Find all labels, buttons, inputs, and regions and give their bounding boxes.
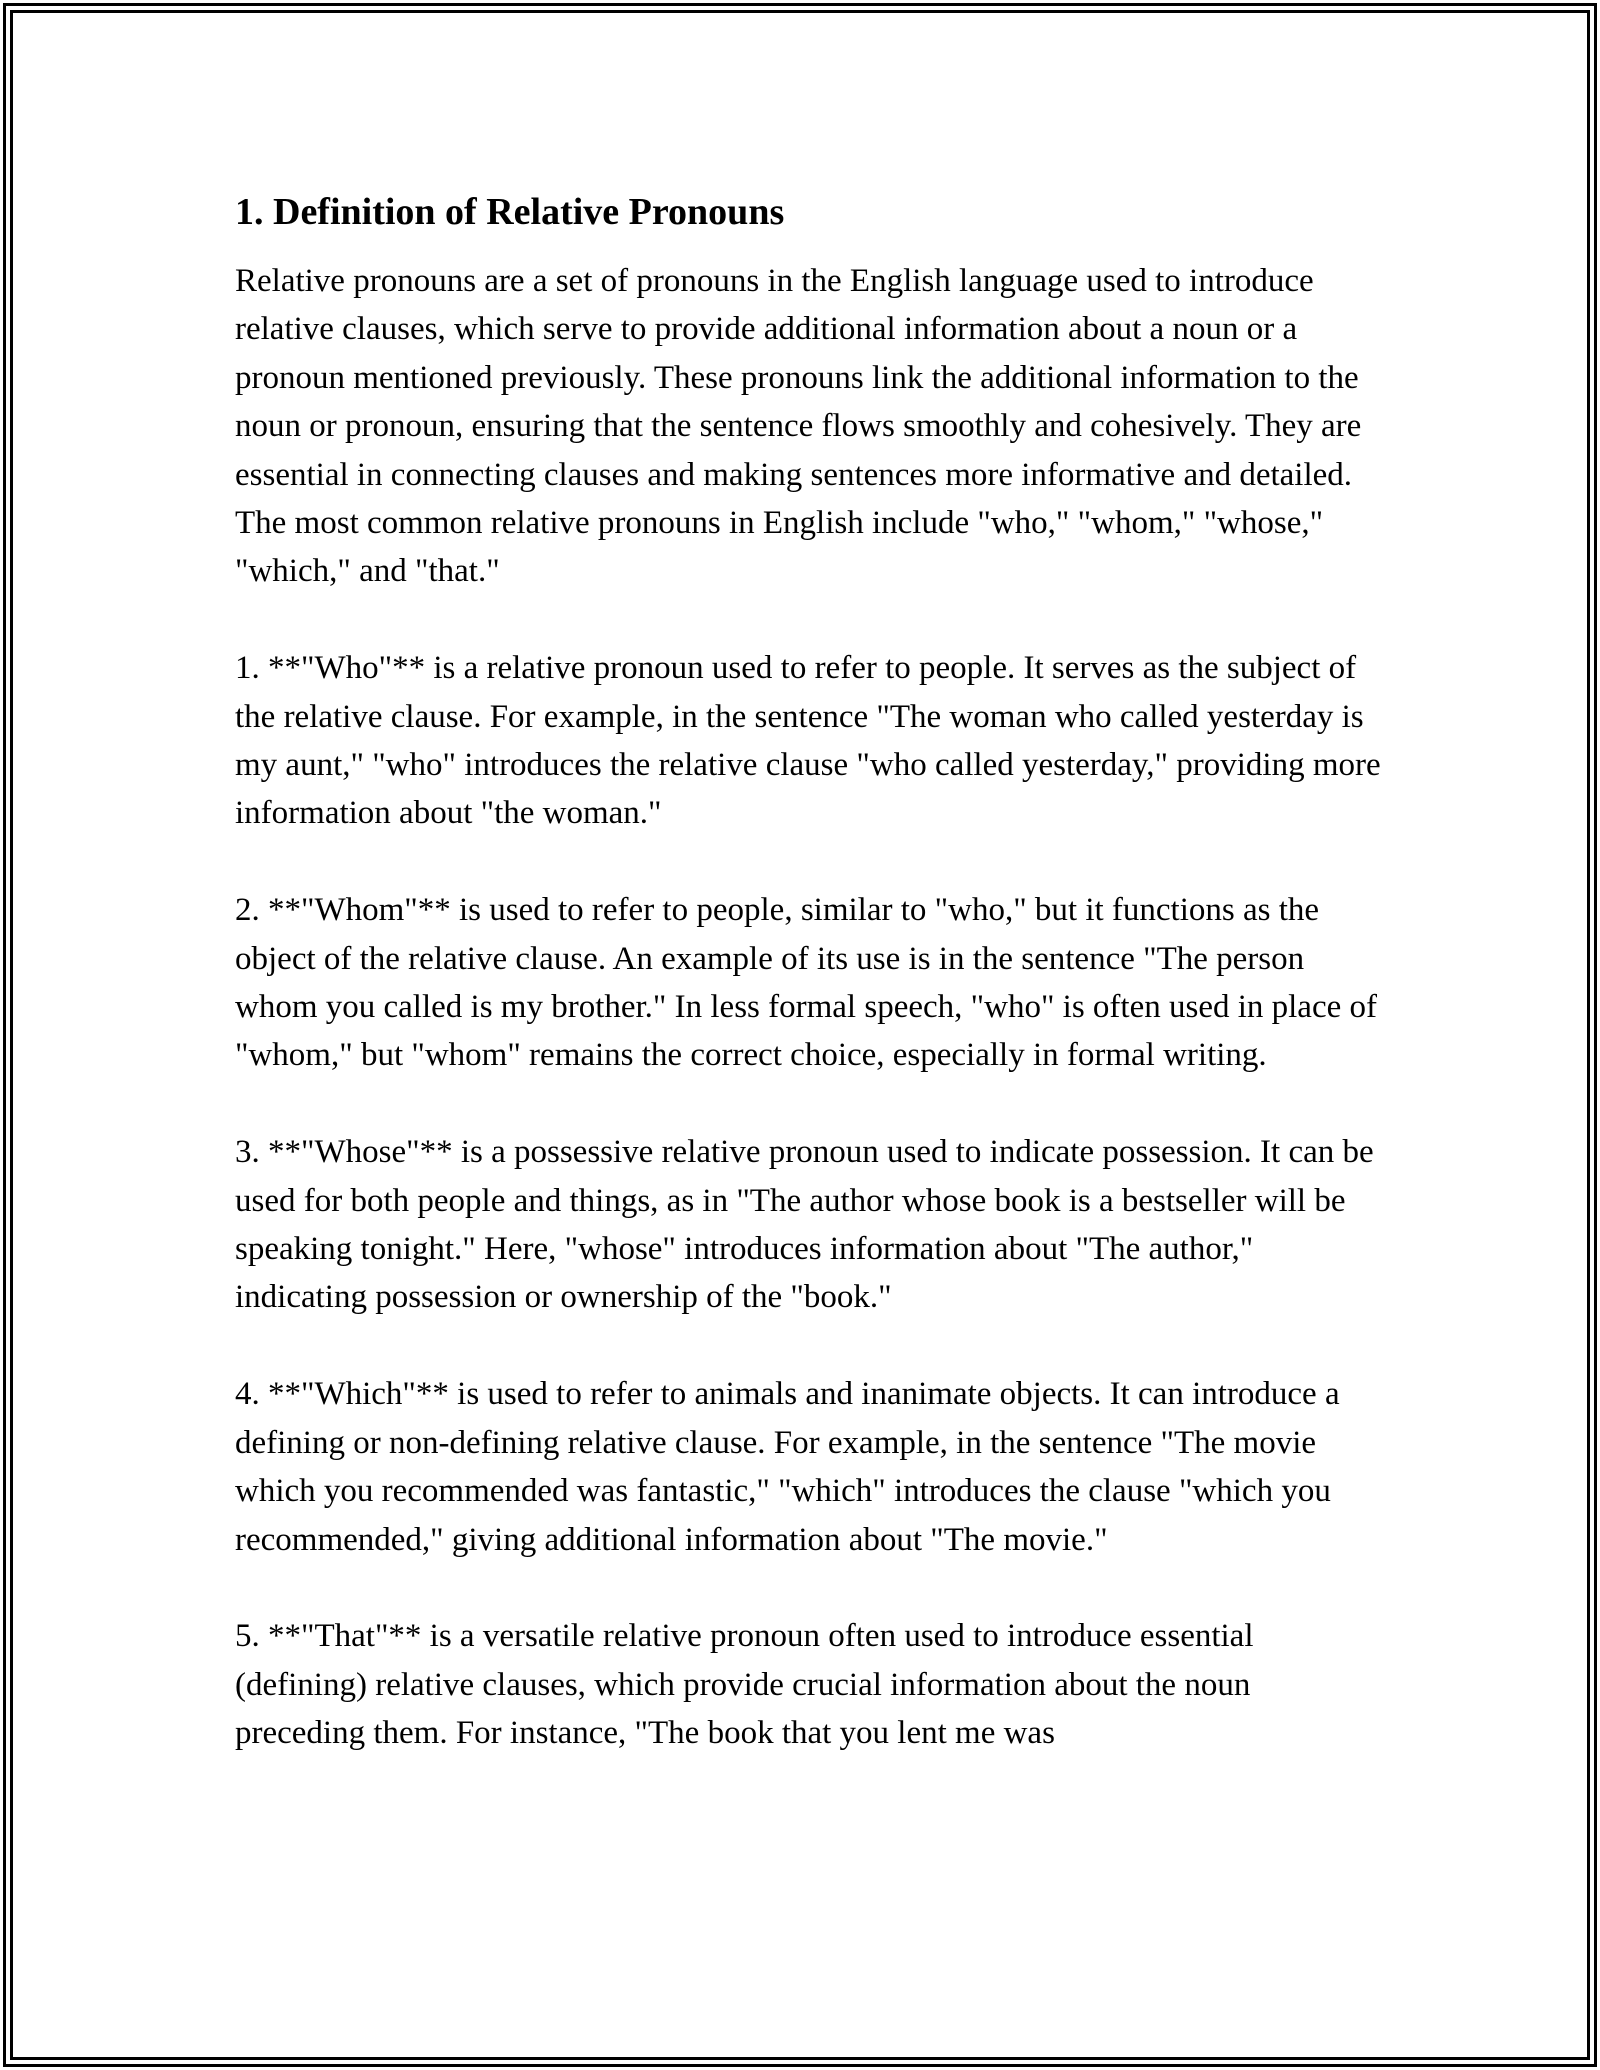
who-paragraph: 1. **"Who"** is a relative pronoun used to refer to people. It serves as the subject of the relative clause. For example, in the sentence "The woman who called yesterday is my aunt," "who" introduces the relative clause "who called yesterday," providing more information about "the woman.": [235, 650, 1381, 832]
whose-paragraph: 3. **"Whose"** is a possessive relative pronoun used to indicate possession. It can be used for both people and things, as in "The author whose book is a bestseller will be speaking tonight." Here, "whose" introduces information about "The author," indicating possession or ownership of the "book.": [235, 1134, 1374, 1316]
section-heading: 1. Definition of Relative Pronouns: [235, 191, 785, 233]
which-paragraph: 4. **"Which"** is used to refer to animals and inanimate objects. It can introduce a defining or non-defining relative clause. For example, in the sentence "The movie which you recommended was fantastic," "which" introduces the clause "which you recommended," giving additional information about "The movie.": [235, 1376, 1340, 1558]
that-paragraph: 5. **"That"** is a versatile relative pronoun often used to introduce essential (defining) relative clauses, which provide crucial information about the noun preceding them. For instance, "The book that you lent me was: [235, 1618, 1254, 1752]
document-body: [235, 185, 1385, 1758]
intro-paragraph: Relative pronouns are a set of pronouns in the English language used to introduce relative clauses, which serve to provide additional information about a noun or a pronoun mentioned previously. These pronouns link the additional information to the noun or pronoun, ensuring that the sentence flows smoothly and cohesively. They are essential in connecting clauses and making sentences more informative and detailed. The most common relative pronouns in English include "who," "whom," "whose," "which," and "that.": [235, 263, 1362, 590]
whom-paragraph: 2. **"Whom"** is used to refer to people, similar to "who," but it functions as the object of the relative clause. An example of its use is in the sentence "The person whom you called is my brother." In less formal speech, "who" is often used in place of "whom," but "whom" remains the correct choice, especially in formal writing.: [235, 892, 1377, 1074]
